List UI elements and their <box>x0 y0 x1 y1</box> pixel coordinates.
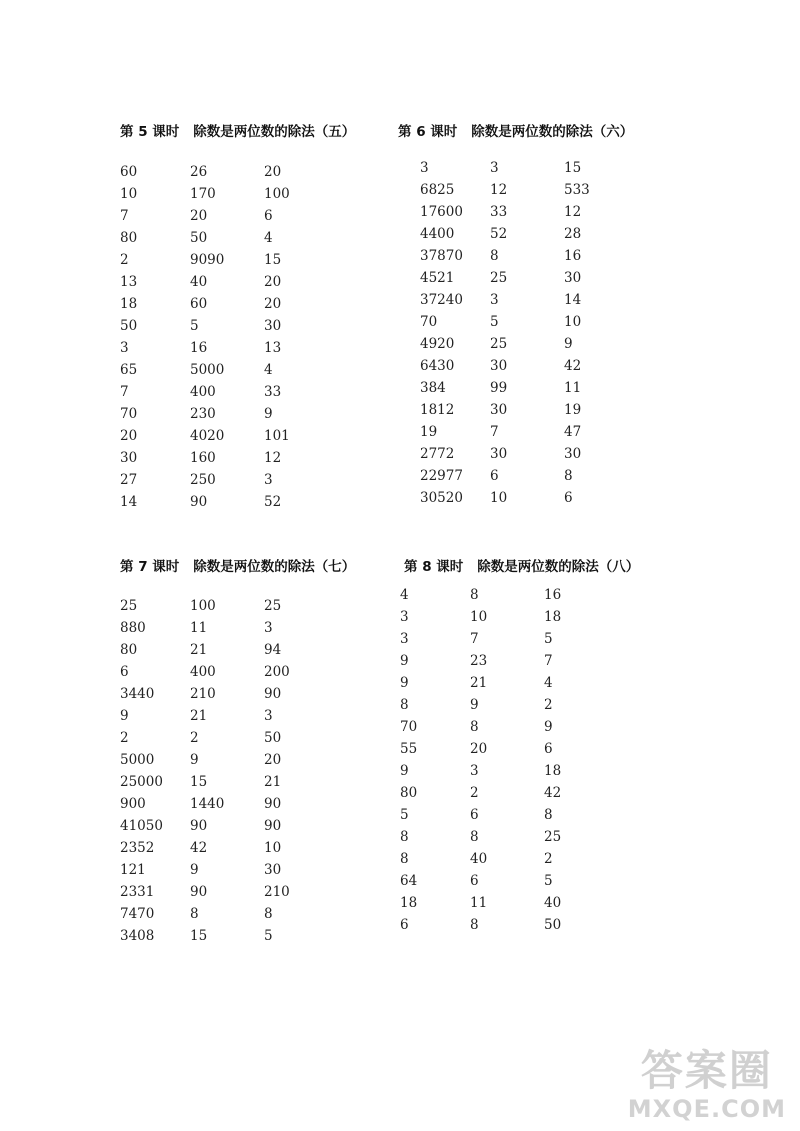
answer-value: 3 <box>264 472 273 488</box>
answer-value: 50 <box>544 917 562 933</box>
answer-value: 15 <box>190 774 208 790</box>
answer-value: 42 <box>190 840 208 856</box>
answer-value: 90 <box>264 686 282 702</box>
answer-value: 8 <box>470 587 479 603</box>
answer-value: 9090 <box>190 252 225 268</box>
answer-value: 40 <box>544 895 562 911</box>
answer-value: 50 <box>264 730 282 746</box>
answer-value: 2 <box>470 785 479 801</box>
answer-value: 47 <box>564 424 582 440</box>
answer-value: 6 <box>400 917 409 933</box>
answer-value: 12 <box>264 450 282 466</box>
answer-value: 90 <box>190 494 208 510</box>
answer-value: 30 <box>490 446 508 462</box>
lesson-number: 第 5 课时 <box>120 124 180 140</box>
answer-value: 9 <box>400 653 409 669</box>
answer-value: 12 <box>564 204 582 220</box>
answer-value: 3 <box>264 620 273 636</box>
answer-value: 41050 <box>120 818 163 834</box>
answer-value: 99 <box>490 380 508 396</box>
answer-value: 7 <box>544 653 553 669</box>
answer-value: 8 <box>264 906 273 922</box>
answer-value: 1812 <box>420 402 455 418</box>
answer-value: 5 <box>544 873 553 889</box>
answer-value: 30520 <box>420 490 463 506</box>
answer-value: 9 <box>120 708 129 724</box>
answer-value: 37870 <box>420 248 463 264</box>
answer-value: 4400 <box>420 226 455 242</box>
answer-value: 80 <box>120 642 138 658</box>
answer-value: 90 <box>264 796 282 812</box>
answer-value: 100 <box>190 598 216 614</box>
answer-value: 42 <box>544 785 562 801</box>
answer-value: 8 <box>400 851 409 867</box>
answer-value: 70 <box>420 314 438 330</box>
answer-value: 22977 <box>420 468 463 484</box>
answer-value: 52 <box>264 494 282 510</box>
lesson-number: 第 7 课时 <box>120 559 180 575</box>
answer-value: 28 <box>564 226 582 242</box>
answer-value: 9 <box>400 763 409 779</box>
lesson-title: 除数是两位数的除法（六） <box>471 124 634 140</box>
answer-value: 7 <box>490 424 499 440</box>
answer-value: 2 <box>120 252 129 268</box>
answer-value: 25 <box>490 336 508 352</box>
answer-value: 65 <box>120 362 138 378</box>
answer-value: 90 <box>264 818 282 834</box>
answer-value: 160 <box>190 450 216 466</box>
answer-value: 4 <box>264 230 273 246</box>
answer-value: 3 <box>490 292 499 308</box>
answer-value: 4521 <box>420 270 455 286</box>
answer-value: 10 <box>490 490 508 506</box>
answer-value: 6 <box>470 807 479 823</box>
answer-value: 3 <box>264 708 273 724</box>
answer-value: 2 <box>544 851 553 867</box>
answer-value: 9 <box>544 719 553 735</box>
answer-value: 14 <box>564 292 582 308</box>
answer-value: 3 <box>470 763 479 779</box>
answer-value: 100 <box>264 186 290 202</box>
answer-value: 80 <box>120 230 138 246</box>
answer-value: 400 <box>190 384 216 400</box>
answer-value: 5 <box>400 807 409 823</box>
answer-value: 5000 <box>120 752 155 768</box>
answer-value: 30 <box>490 358 508 374</box>
answer-value: 5 <box>490 314 499 330</box>
section-heading <box>398 120 633 140</box>
section-heading <box>120 120 355 140</box>
answer-value: 13 <box>264 340 282 356</box>
answer-value: 18 <box>544 609 562 625</box>
answer-value: 6430 <box>420 358 455 374</box>
answer-value: 210 <box>264 884 290 900</box>
answer-value: 533 <box>564 182 590 198</box>
answer-value: 8 <box>470 917 479 933</box>
answer-value: 6 <box>470 873 479 889</box>
answer-value: 20 <box>120 428 138 444</box>
answer-value: 20 <box>470 741 488 757</box>
answer-value: 15 <box>264 252 282 268</box>
answer-value: 20 <box>264 296 282 312</box>
answer-value: 70 <box>120 406 138 422</box>
answer-value: 6 <box>564 490 573 506</box>
answer-value: 10 <box>470 609 488 625</box>
answer-value: 21 <box>190 708 208 724</box>
answer-value: 8 <box>544 807 553 823</box>
answer-value: 4 <box>264 362 273 378</box>
answer-value: 9 <box>190 752 199 768</box>
section-heading <box>120 555 355 575</box>
answer-value: 3 <box>420 160 429 176</box>
answer-value: 230 <box>190 406 216 422</box>
answer-value: 8 <box>490 248 499 264</box>
answer-value: 30 <box>564 270 582 286</box>
answer-value: 7470 <box>120 906 155 922</box>
answer-value: 2772 <box>420 446 455 462</box>
answer-value: 7 <box>120 384 129 400</box>
lesson-title: 除数是两位数的除法（八） <box>477 559 640 575</box>
answer-value: 4 <box>400 587 409 603</box>
answer-value: 8 <box>470 829 479 845</box>
answer-value: 21 <box>470 675 488 691</box>
watermark-site: MXQE.COM <box>627 1095 786 1123</box>
answer-value: 20 <box>190 208 208 224</box>
answer-value: 9 <box>400 675 409 691</box>
answer-value: 15 <box>190 928 208 944</box>
answer-value: 1440 <box>190 796 225 812</box>
answer-value: 170 <box>190 186 216 202</box>
answer-value: 2331 <box>120 884 155 900</box>
answer-value: 50 <box>190 230 208 246</box>
answer-value: 18 <box>120 296 138 312</box>
answer-value: 8 <box>190 906 199 922</box>
answer-value: 30 <box>490 402 508 418</box>
answer-value: 5 <box>544 631 553 647</box>
section-heading <box>404 555 639 575</box>
answer-value: 25 <box>544 829 562 845</box>
answer-value: 16 <box>544 587 562 603</box>
answer-value: 42 <box>564 358 582 374</box>
answer-value: 2 <box>190 730 199 746</box>
answer-value: 37240 <box>420 292 463 308</box>
answer-value: 2352 <box>120 840 155 856</box>
answer-value: 101 <box>264 428 290 444</box>
answer-value: 2 <box>544 697 553 713</box>
answer-value: 26 <box>190 164 208 180</box>
lesson-title: 除数是两位数的除法（五） <box>193 124 356 140</box>
answer-value: 14 <box>120 494 138 510</box>
answer-value: 25000 <box>120 774 163 790</box>
answer-value: 3440 <box>120 686 155 702</box>
answer-value: 9 <box>470 697 479 713</box>
answer-value: 250 <box>190 472 216 488</box>
answer-value: 7 <box>120 208 129 224</box>
answer-value: 15 <box>564 160 582 176</box>
lesson-title: 除数是两位数的除法（七） <box>193 559 356 575</box>
answer-value: 33 <box>264 384 282 400</box>
answer-value: 5000 <box>190 362 225 378</box>
answer-value: 2 <box>120 730 129 746</box>
answer-value: 80 <box>400 785 418 801</box>
lesson-number: 第 6 课时 <box>398 124 458 140</box>
answer-value: 6825 <box>420 182 455 198</box>
answer-value: 3408 <box>120 928 155 944</box>
answer-value: 6 <box>544 741 553 757</box>
answer-value: 50 <box>120 318 138 334</box>
watermark-logo-text: 答案圈 <box>640 1046 773 1095</box>
answer-value: 17600 <box>420 204 463 220</box>
answer-value: 30 <box>564 446 582 462</box>
answer-value: 11 <box>564 380 582 396</box>
answer-value: 90 <box>190 818 208 834</box>
answer-value: 4020 <box>190 428 225 444</box>
answer-value: 6 <box>490 468 499 484</box>
answer-value: 400 <box>190 664 216 680</box>
answer-value: 5 <box>264 928 273 944</box>
answer-value: 18 <box>400 895 418 911</box>
answer-value: 25 <box>490 270 508 286</box>
answer-value: 90 <box>190 884 208 900</box>
answer-value: 64 <box>400 873 418 889</box>
answer-value: 16 <box>564 248 582 264</box>
answer-value: 4920 <box>420 336 455 352</box>
answer-value: 8 <box>564 468 573 484</box>
answer-value: 10 <box>120 186 138 202</box>
answer-value: 900 <box>120 796 146 812</box>
answer-value: 55 <box>400 741 418 757</box>
answer-value: 25 <box>120 598 138 614</box>
answer-value: 10 <box>264 840 282 856</box>
answer-value: 6 <box>120 664 129 680</box>
answer-value: 52 <box>490 226 508 242</box>
answer-value: 7 <box>470 631 479 647</box>
answer-value: 30 <box>264 318 282 334</box>
answer-value: 200 <box>264 664 290 680</box>
answer-value: 3 <box>120 340 129 356</box>
answer-value: 21 <box>190 642 208 658</box>
answer-value: 19 <box>564 402 582 418</box>
answer-value: 880 <box>120 620 146 636</box>
answer-value: 11 <box>470 895 488 911</box>
answer-value: 20 <box>264 164 282 180</box>
answer-value: 40 <box>190 274 208 290</box>
watermark-logo <box>628 1047 786 1123</box>
answer-value: 210 <box>190 686 216 702</box>
answer-value: 4 <box>544 675 553 691</box>
answer-value: 9 <box>190 862 199 878</box>
answer-value: 9 <box>264 406 273 422</box>
answer-value: 8 <box>400 829 409 845</box>
answer-value: 3 <box>400 631 409 647</box>
answer-value: 121 <box>120 862 146 878</box>
answer-value: 33 <box>490 204 508 220</box>
answer-value: 8 <box>400 697 409 713</box>
answer-value: 8 <box>470 719 479 735</box>
answer-value: 3 <box>400 609 409 625</box>
answer-value: 94 <box>264 642 282 658</box>
answer-value: 20 <box>264 274 282 290</box>
answer-value: 11 <box>190 620 208 636</box>
answer-value: 21 <box>264 774 282 790</box>
answer-value: 70 <box>400 719 418 735</box>
answer-value: 40 <box>470 851 488 867</box>
answer-value: 30 <box>120 450 138 466</box>
answer-value: 60 <box>120 164 138 180</box>
answer-value: 60 <box>190 296 208 312</box>
answer-value: 23 <box>470 653 488 669</box>
answer-value: 9 <box>564 336 573 352</box>
answer-value: 16 <box>190 340 208 356</box>
answer-value: 25 <box>264 598 282 614</box>
answer-value: 27 <box>120 472 138 488</box>
answer-value: 384 <box>420 380 446 396</box>
answer-value: 13 <box>120 274 138 290</box>
answer-value: 5 <box>190 318 199 334</box>
answer-value: 12 <box>490 182 508 198</box>
answer-value: 3 <box>490 160 499 176</box>
answer-value: 19 <box>420 424 438 440</box>
answer-value: 6 <box>264 208 273 224</box>
answer-value: 20 <box>264 752 282 768</box>
answer-value: 30 <box>264 862 282 878</box>
lesson-number: 第 8 课时 <box>404 559 464 575</box>
answer-value: 18 <box>544 763 562 779</box>
answer-value: 10 <box>564 314 582 330</box>
